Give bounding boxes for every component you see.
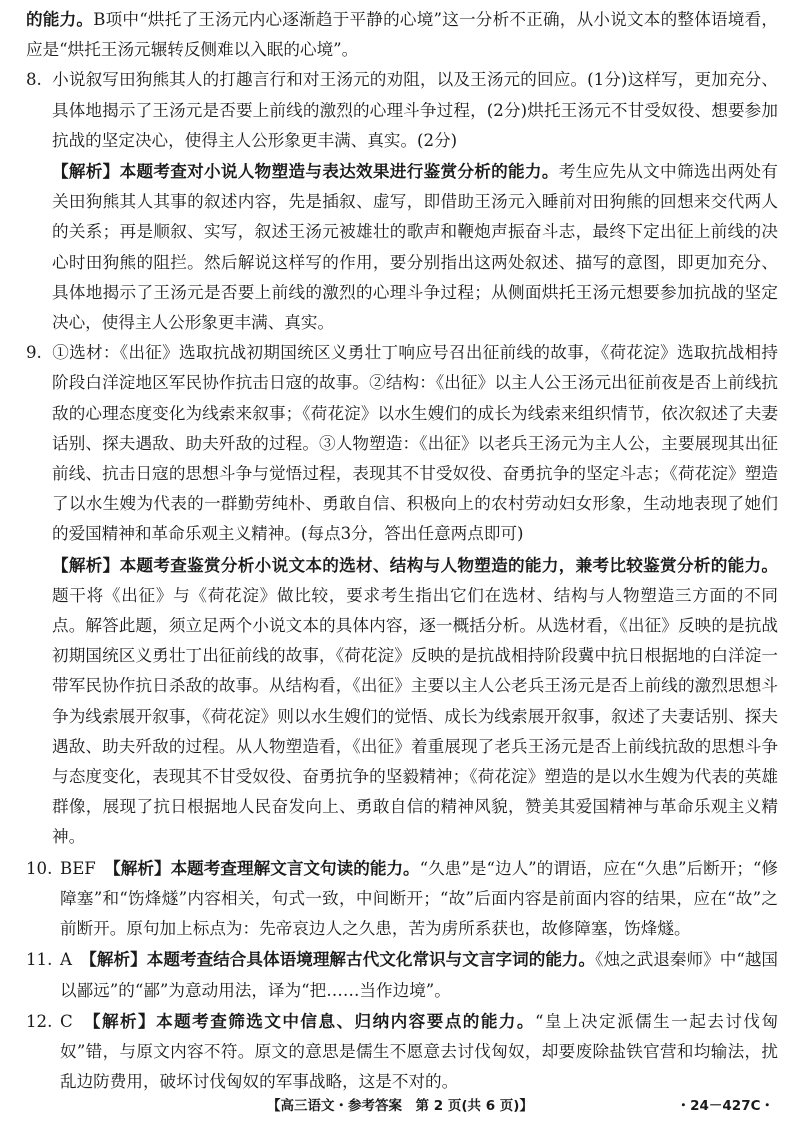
question-12-number: 12. [26,1011,53,1031]
question-11 [26,944,778,1005]
analysis-label: 【解析】 [112,857,171,878]
question-11-analysis-bold: 本题考查结合具体语境理解古代文化常识与文言字词的能力。 [146,949,596,970]
analysis-label: 【解析】 [88,949,147,970]
question-12-analysis-bold: 本题考查筛选文中信息、归纳内容要点的能力。 [156,1010,535,1031]
question-8-analysis [26,156,778,338]
question-10-answer: BEF [60,858,96,878]
question-8-answer-text: 小说叙写田狗熊其人的打趣言行和对王汤元的劝阻，以及王汤元的回应。(1分)这样写，更加充分、具体地揭示了王汤元是否要上前线的激烈的心理斗争过程，(2分)烘托王汤元不甘受奴役、想要参加抗战的坚定决心，使得主人公形象更丰满、真实。(2分) [52,70,778,150]
question-10-analysis-bold: 本题考查理解文言文句读的能力。 [170,857,420,878]
question-11-number: 11. [26,950,53,970]
question-9-analysis-bold: 本题考查鉴赏分析小说文本的选材、结构与人物塑造的能力，兼考比较鉴赏分析的能力。 [119,554,778,575]
question-10-analysis-text: “久患”是“边人”的谓语，应在“久患”后断开；“修障塞”和“饬烽燧”内容相关，句式一致，中间断开；“故”后面内容是前面内容的结果，应在“故”之前断开。原句加上标点为：先帝哀边人之久患，苦为虏所系获也，故修障塞，饬烽燧。 [60,858,779,939]
question-11-answer: A [60,950,72,970]
question-9-number: 9. [26,343,42,363]
footer-page-info: 【高三语文・参考答案 第 2 页(共 6 页)】 [267,1098,533,1114]
question-8-analysis-text: 考生应先从文中筛选出两处有关田狗熊其人其事的叙述内容，先是插叙、虚写，即借助王汤元入睡前对田狗熊的回想来交代两人的关系；再是顺叙、实写，叙述王汤元被雄壮的歌声和鞭炮声振奋斗志，最终下定出征上前线的决心时田狗熊的阻拦。然后解说这样写的作用，要分别指出这两处叙述、描写的意图，即更加充分、具体地揭示了王汤元是否要上前线的激烈的心理斗争过程；从侧面烘托王汤元想要参加抗战的坚定决心，使得主人公形象更丰满、真实。 [52,162,778,333]
question-9-answer-text: ①选材：《出征》选取抗战初期国统区义勇壮丁响应号召出征前线的故事，《荷花淀》选取抗战相持阶段白洋淀地区军民协作抗击日寇的故事。②结构：《出征》以主人公王汤元出征前夜是否上前线抗敌的心理态度变化为线索来叙事；《荷花淀》以水生嫂们的成长为线索来组织情节，依次叙述了夫妻话别、探夫遇敌、助夫歼敌的过程。③人物塑造：《出征》以老兵王汤元为主人公，主要展现其出征前线、抗击日寇的思想斗争与觉悟过程，表现其不甘受奴役、奋勇抗争的坚定斗志；《荷花淀》塑造了以水生嫂为代表的一群勤劳纯朴、勇敢自信、积极向上的农村劳动妇女形象，生动地表现了她们的爱国精神和革命乐观主义精神。(每点3分，答出任意两点即可) [52,343,778,544]
question-12-answer: C [60,1011,73,1031]
question-8-analysis-bold: 本题考查对小说人物塑造与表达效果进行鉴赏分析的能力。 [119,161,559,182]
analysis-label: 【解析】 [52,554,120,575]
analysis-label: 【解析】 [92,1010,157,1031]
question-9-answer [26,338,778,549]
question-12-analysis-text: “皇上决定派儒生一起去讨伐匈奴”错，与原文内容不符。原文的意思是儒生不愿意去讨伐匈奴，却要废除盐铁官营和均输法，扰乱边防费用，破坏讨伐匈奴的军事战略，这是不对的。 [60,1011,779,1092]
intro-text: B项中“烘托了王汤元内心逐渐趋于平静的心境”这一分析不正确，从小说文本的整体语境看，应是“烘托王汤元辗转反侧难以入眠的心境”。 [26,10,778,60]
question-8-number: 8. [26,70,42,90]
question-11-analysis-text: 《烛之武退秦师》中“越国以鄙远”的“鄙”为意动用法，译为“把……当作边境”。 [60,950,779,1000]
question-12 [26,1006,778,1098]
question-9-analysis-text: 题干将《出征》与《荷花淀》做比较，要求考生指出它们在选材、结构与人物塑造三方面的不同点。解答此题，须立足两个小说文本的具体内容，逐一概括分析。从选材看，《出征》反映的是抗战初期国统区义勇壮丁出征前线的故事，《荷花淀》反映的是抗战相持阶段冀中抗日根据地的白洋淀一带军民协作抗日杀敌的故事。从结构看，《出征》主要以主人公老兵王汤元是否上前线的激烈思想斗争为线索展开叙事，《荷花淀》则以水生嫂们的觉悟、成长为线索展开叙事，叙述了夫妻话别、探夫遇敌、助夫歼敌的过程。从人物塑造看，《出征》着重展现了老兵王汤元是否上前线抗敌的思想斗争与态度变化，表现其不甘受奴役、奋勇抗争的坚毅精神；《荷花淀》塑造的是以水生嫂为代表的英雄群像，展现了抗日根据地人民奋发向上、勇敢自信的精神风貌，赞美其爱国精神与革命乐观主义精神。 [52,585,778,847]
question-9-analysis [26,550,778,853]
intro-paragraph [26,4,778,65]
question-10 [26,853,778,945]
question-10-number: 10. [26,858,53,878]
footer-exam-code: ・24－427C・ [676,1098,774,1114]
intro-bold: 的能力。 [26,9,94,29]
question-8-answer [26,65,778,156]
analysis-label: 【解析】 [52,161,120,182]
